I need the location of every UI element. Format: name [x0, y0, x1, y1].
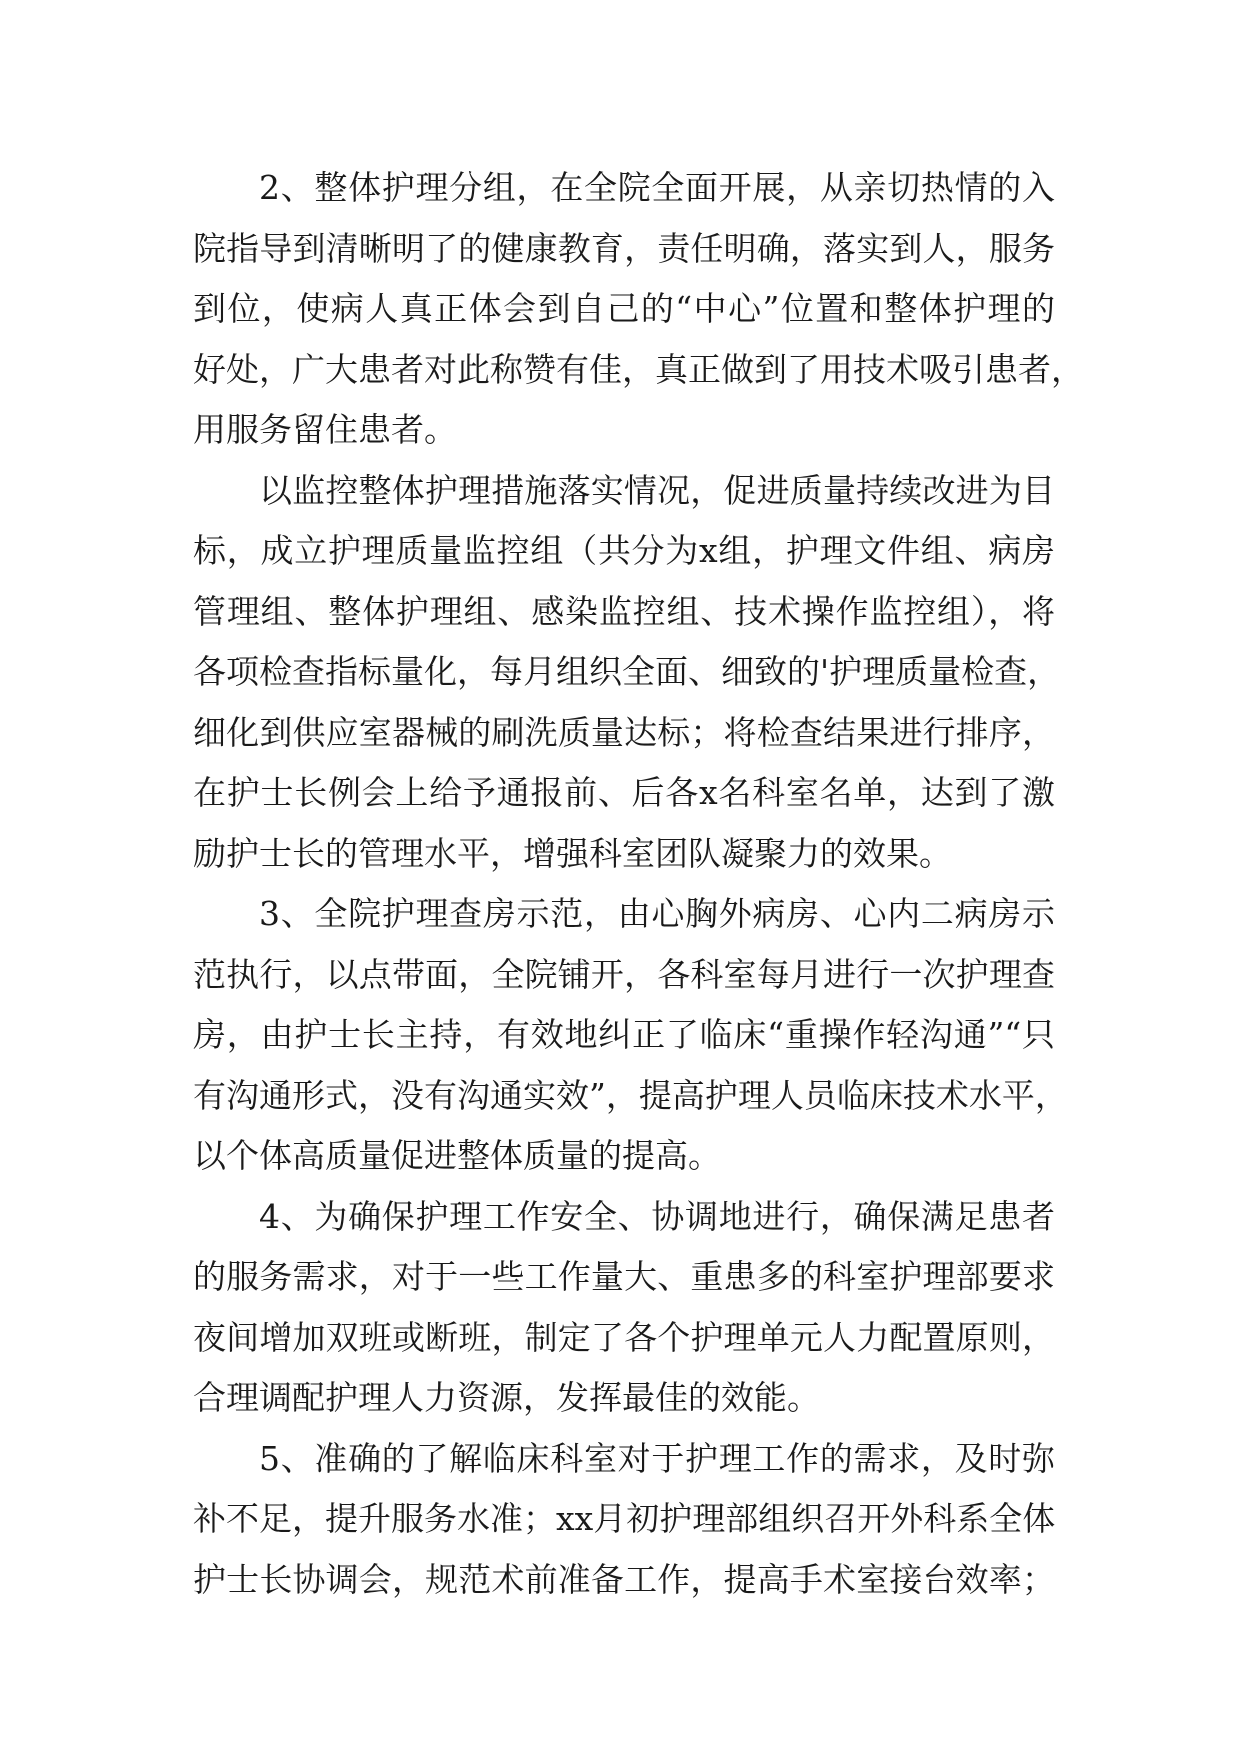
text-line: 2、整体护理分组，在全院全面开展，从亲切热情的入 — [259, 168, 1055, 207]
text-line: 各项检查指标量化，每月组织全面、细致的'护理质量检查， — [193, 652, 1061, 691]
text-line: 5、准确的了解临床科室对于护理工作的需求，及时弥 — [259, 1438, 1055, 1478]
text-line: 合理调配护理人力资源，发挥最佳的效能。 — [193, 1378, 820, 1417]
text-line: 补不足，提升服务水准；xx月初护理部组织召开外科系全体 — [193, 1499, 1056, 1538]
text-line: 在护士长例会上给予通报前、后各x名科室名单，达到了激 — [193, 773, 1055, 812]
text-line: 夜间增加双班或断班，制定了各个护理单元人力配置原则， — [193, 1317, 1055, 1357]
text-line: 有沟通形式，没有沟通实效”，提高护理人员临床技术水平， — [193, 1075, 1068, 1115]
paragraph-item-3 — [193, 884, 1068, 1187]
document-body — [193, 158, 1084, 1610]
text-line: 励护士长的管理水平，增强科室团队凝聚力的效果。 — [193, 833, 952, 873]
text-line: 好处，广大患者对此称赞有佳，真正做到了用技术吸引患者， — [193, 349, 1084, 389]
text-line: 院指导到清晰明了的健康教育，责任明确，落实到人，服务 — [193, 228, 1055, 268]
text-line: 4、为确保护理工作安全、协调地进行，确保满足患者 — [259, 1196, 1055, 1236]
text-line: 细化到供应室器械的刷洗质量达标；将检查结果进行排序， — [193, 712, 1055, 752]
text-line: 房，由护士长主持，有效地纠正了临床“重操作轻沟通”“只 — [193, 1015, 1055, 1054]
text-line: 3、全院护理查房示范，由心胸外病房、心内二病房示 — [259, 894, 1055, 933]
text-line: 的服务需求，对于一些工作量大、重患多的科室护理部要求 — [193, 1257, 1055, 1296]
paragraph-item-4 — [193, 1187, 1055, 1429]
text-line: 护士长协调会，规范术前准备工作，提高手术室接台效率； — [193, 1559, 1055, 1599]
paragraph-item-5 — [193, 1429, 1055, 1611]
text-line: 范执行，以点带面，全院铺开，各科室每月进行一次护理查 — [193, 954, 1055, 994]
paragraph-item-2 — [193, 158, 1084, 461]
text-line: 管理组、整体护理组、感染监控组、技术操作监控组），将 — [193, 591, 1055, 631]
text-line: 以个体高质量促进整体质量的提高。 — [193, 1136, 721, 1175]
text-line: 用服务留住患者。 — [193, 410, 457, 449]
text-line: 标，成立护理质量监控组（共分为x组，护理文件组、病房 — [193, 531, 1055, 570]
paragraph-quality-monitoring — [193, 461, 1061, 885]
text-line: 以监控整体护理措施落实情况，促进质量持续改进为目 — [259, 470, 1055, 510]
text-line: 到位，使病人真正体会到自己的“中心”位置和整体护理的 — [193, 289, 1055, 328]
